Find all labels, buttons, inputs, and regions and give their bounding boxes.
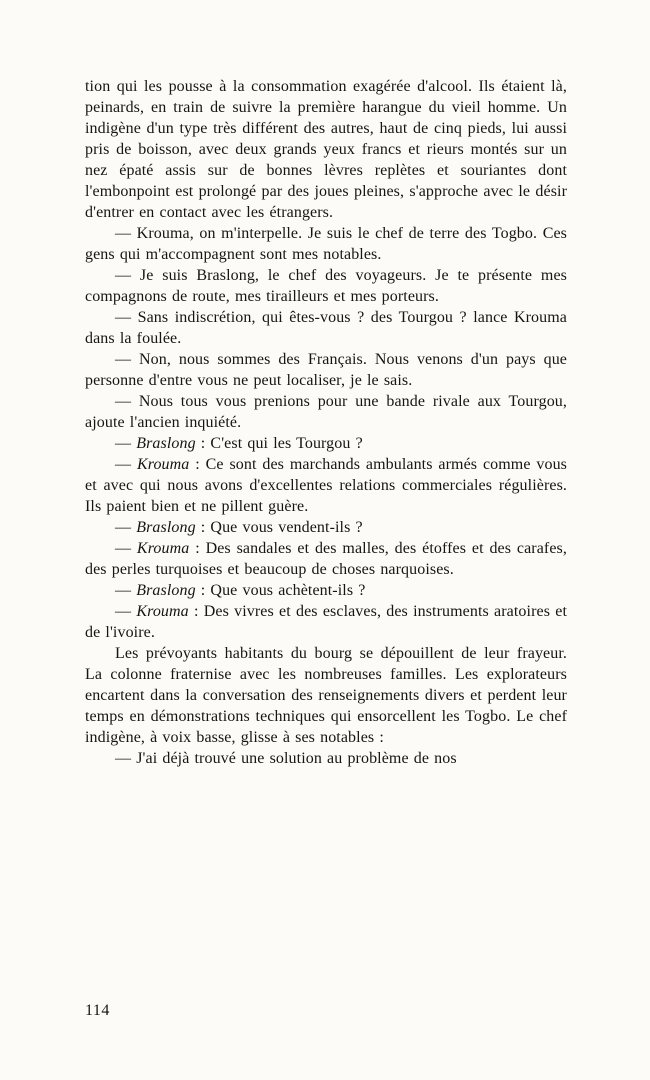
text-run: : C'est qui les Tourgou ? xyxy=(195,435,363,452)
text-run: : Ce sont des marchands ambulants armés comme vous et avec qui nous avons d'excellentes relations commerciales régulières. Ils paient bien et ne pillent guère. xyxy=(85,456,567,515)
speaker-name: Braslong xyxy=(136,435,196,452)
speaker-name: Krouma xyxy=(136,456,190,473)
text-run: — xyxy=(115,519,137,536)
text-run: : Des vivres et des esclaves, des instruments aratoires et de l'ivoire. xyxy=(85,603,567,641)
paragraph xyxy=(85,307,567,349)
paragraph xyxy=(85,76,567,223)
text-run: — Sans indiscrétion, qui êtes-vous ? des Tourgou ? lance Krouma dans la foulée. xyxy=(85,309,567,347)
paragraph xyxy=(85,433,567,454)
paragraph xyxy=(85,748,567,769)
text-run: — xyxy=(115,435,137,452)
text-run: : Que vous vendent-ils ? xyxy=(195,519,363,536)
paragraph xyxy=(85,580,567,601)
speaker-name: Krouma xyxy=(136,603,189,620)
paragraph xyxy=(85,643,567,748)
speaker-name: Braslong xyxy=(136,519,196,536)
text-run: — xyxy=(115,540,137,557)
text-run: : Des sandales et des malles, des étoffes et des carafes, des perles turquoises et beaucoup de choses narquoises. xyxy=(85,540,567,578)
paragraph xyxy=(85,265,567,307)
speaker-name: Krouma xyxy=(136,540,190,557)
body-text xyxy=(85,76,567,769)
text-run: — Nous tous vous prenions pour une bande rivale aux Tourgou, ajoute l'ancien inquiété. xyxy=(85,393,567,431)
text-run: — xyxy=(115,582,137,599)
paragraph xyxy=(85,538,567,580)
paragraph xyxy=(85,601,567,643)
paragraph xyxy=(85,391,567,433)
paragraph xyxy=(85,349,567,391)
text-run: : Que vous achètent-ils ? xyxy=(195,582,366,599)
paragraph xyxy=(85,223,567,265)
text-run: — Non, nous sommes des Français. Nous venons d'un pays que personne d'entre vous ne peut localiser, je le sais. xyxy=(85,351,567,389)
text-run: Les prévoyants habitants du bourg se dépouillent de leur frayeur. La colonne fraternise avec les nombreuses familles. Les explorateurs encartent dans la conversation des renseignements divers et perdent leur temps en démonstrations techniques qui ensorcellent les Togbo. Le chef indigène, à voix basse, glisse à ses notables : xyxy=(85,645,567,746)
paragraph xyxy=(85,454,567,517)
speaker-name: Braslong xyxy=(136,582,196,599)
text-run: — Krouma, on m'interpelle. Je suis le chef de terre des Togbo. Ces gens qui m'accompagnent sont mes notables. xyxy=(85,225,567,263)
text-run: — J'ai déjà trouvé une solution au problème de nos xyxy=(115,750,457,767)
text-run: — xyxy=(115,603,137,620)
text-run: tion qui les pousse à la consommation exagérée d'alcool. Ils étaient là, peinards, en train de suivre la première harangue du vieil homme. Un indigène d'un type très différent des autres, haut de cinq pieds, lui aussi pris de boisson, avec deux grands yeux francs et rieurs montés sur un nez épaté assis sur de bonnes lèvres replètes et souriantes dont l'embonpoint est prolongé par des joues pleines, s'approche avec le désir d'entrer en contact avec les étrangers. xyxy=(85,78,567,221)
page-number: 114 xyxy=(85,1002,110,1019)
paragraph xyxy=(85,517,567,538)
text-run: — Je suis Braslong, le chef des voyageurs. Je te présente mes compagnons de route, mes tirailleurs et mes porteurs. xyxy=(85,267,567,305)
text-run: — xyxy=(115,456,137,473)
